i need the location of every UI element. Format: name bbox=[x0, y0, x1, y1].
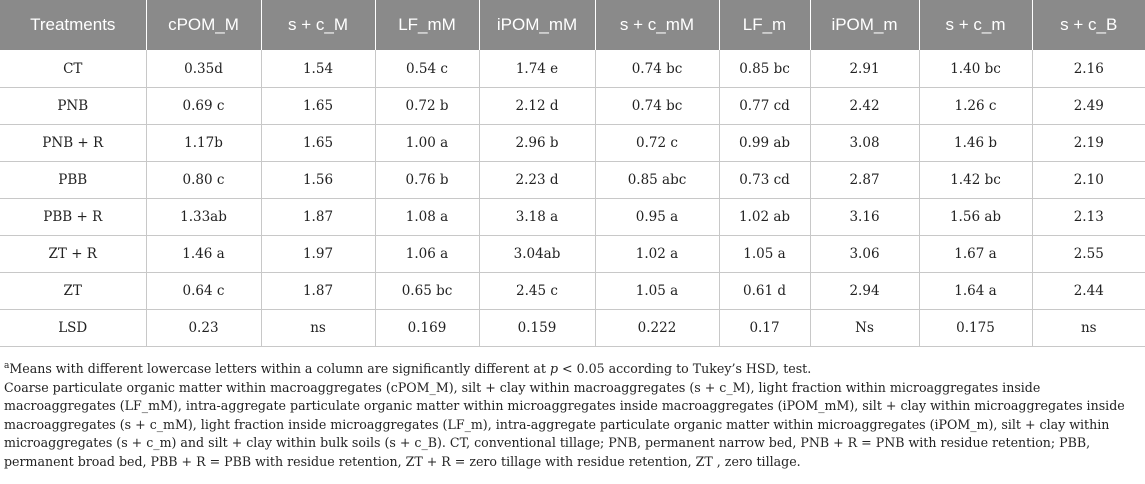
table-cell: 1.05 a bbox=[595, 273, 719, 310]
table-cell: 0.74 bc bbox=[595, 88, 719, 125]
table-cell: 2.12 d bbox=[479, 88, 595, 125]
table-cell: ns bbox=[1032, 310, 1145, 347]
table-cell: 1.06 a bbox=[375, 236, 479, 273]
table-cell: 0.69 c bbox=[146, 88, 261, 125]
footnote-p-symbol: p bbox=[549, 361, 559, 377]
table-cell: 3.18 a bbox=[479, 199, 595, 236]
table-cell: 0.80 c bbox=[146, 162, 261, 199]
table-cell: 1.56 ab bbox=[919, 199, 1032, 236]
row-label-cell: PBB + R bbox=[0, 199, 146, 236]
table-cell: 1.40 bc bbox=[919, 50, 1032, 88]
table-cell: 0.35d bbox=[146, 50, 261, 88]
table-cell: 2.49 bbox=[1032, 88, 1145, 125]
row-label-cell: PBB bbox=[0, 162, 146, 199]
table-cell: ns bbox=[261, 310, 375, 347]
table-cell: 0.175 bbox=[919, 310, 1032, 347]
table-cell: 1.17b bbox=[146, 125, 261, 162]
table-cell: 1.00 a bbox=[375, 125, 479, 162]
table-cell: 0.99 ab bbox=[719, 125, 810, 162]
table-cell: 2.13 bbox=[1032, 199, 1145, 236]
header-row bbox=[0, 0, 1145, 50]
table-row bbox=[0, 125, 1145, 162]
table-cell: 1.87 bbox=[261, 199, 375, 236]
table-cell: 2.42 bbox=[810, 88, 919, 125]
row-label-cell: ZT + R bbox=[0, 236, 146, 273]
table-cell: 3.16 bbox=[810, 199, 919, 236]
table-cell: 0.17 bbox=[719, 310, 810, 347]
table-cell: 0.73 cd bbox=[719, 162, 810, 199]
table-cell: 0.61 d bbox=[719, 273, 810, 310]
footnote-significance bbox=[4, 357, 1141, 379]
table-cell: 0.54 c bbox=[375, 50, 479, 88]
table-cell: 1.46 a bbox=[146, 236, 261, 273]
table-cell: 2.44 bbox=[1032, 273, 1145, 310]
footnote-text: Means with different lowercase letters within a column are significantly different at bbox=[9, 361, 550, 377]
table-cell: 2.94 bbox=[810, 273, 919, 310]
row-label-cell: ZT bbox=[0, 273, 146, 310]
table-cell: 1.87 bbox=[261, 273, 375, 310]
table-cell: 2.91 bbox=[810, 50, 919, 88]
table-cell: 1.74 e bbox=[479, 50, 595, 88]
table-cell: 0.85 abc bbox=[595, 162, 719, 199]
table-cell: 1.46 b bbox=[919, 125, 1032, 162]
column-header: cPOM_M bbox=[146, 0, 261, 50]
column-header: LF_mM bbox=[375, 0, 479, 50]
table-cell: 0.72 b bbox=[375, 88, 479, 125]
table-cell: 0.23 bbox=[146, 310, 261, 347]
table-cell: 0.77 cd bbox=[719, 88, 810, 125]
column-header: iPOM_m bbox=[810, 0, 919, 50]
table-cell: 0.76 b bbox=[375, 162, 479, 199]
table-cell: 3.04ab bbox=[479, 236, 595, 273]
row-label-cell: PNB + R bbox=[0, 125, 146, 162]
footnotes bbox=[0, 347, 1145, 471]
table-cell: 1.97 bbox=[261, 236, 375, 273]
table-cell: 1.56 bbox=[261, 162, 375, 199]
table-row bbox=[0, 162, 1145, 199]
table-cell: 1.26 c bbox=[919, 88, 1032, 125]
table-cell: 2.45 c bbox=[479, 273, 595, 310]
table-cell: 1.42 bc bbox=[919, 162, 1032, 199]
row-label-cell: PNB bbox=[0, 88, 146, 125]
table-cell: 0.222 bbox=[595, 310, 719, 347]
table-cell: 0.74 bc bbox=[595, 50, 719, 88]
table-cell: 2.16 bbox=[1032, 50, 1145, 88]
table-row bbox=[0, 273, 1145, 310]
table-row bbox=[0, 199, 1145, 236]
table-cell: 0.95 a bbox=[595, 199, 719, 236]
footnote-text-end: < 0.05 according to Tukey’s HSD, test. bbox=[558, 361, 812, 377]
table-body bbox=[0, 50, 1145, 347]
table-cell: 1.65 bbox=[261, 125, 375, 162]
table-cell: 2.87 bbox=[810, 162, 919, 199]
table-row bbox=[0, 88, 1145, 125]
column-header: s + c_mM bbox=[595, 0, 719, 50]
table-row bbox=[0, 310, 1145, 347]
table-cell: 1.65 bbox=[261, 88, 375, 125]
table-cell: 1.02 a bbox=[595, 236, 719, 273]
column-header: s + c_m bbox=[919, 0, 1032, 50]
table-cell: 2.10 bbox=[1032, 162, 1145, 199]
row-label-cell: CT bbox=[0, 50, 146, 88]
table-cell: 1.05 a bbox=[719, 236, 810, 273]
column-header: LF_m bbox=[719, 0, 810, 50]
table-cell: 1.08 a bbox=[375, 199, 479, 236]
table-cell: 0.65 bc bbox=[375, 273, 479, 310]
table-cell: 0.64 c bbox=[146, 273, 261, 310]
table-cell: 1.64 a bbox=[919, 273, 1032, 310]
table-cell: 2.96 b bbox=[479, 125, 595, 162]
table-cell: 2.55 bbox=[1032, 236, 1145, 273]
table-cell: Ns bbox=[810, 310, 919, 347]
table-cell: 1.33ab bbox=[146, 199, 261, 236]
table-row bbox=[0, 50, 1145, 88]
table-cell: 1.02 ab bbox=[719, 199, 810, 236]
footnote-marker: a bbox=[4, 361, 10, 371]
table-cell: 0.169 bbox=[375, 310, 479, 347]
table-cell: 2.23 d bbox=[479, 162, 595, 199]
table-cell: 3.08 bbox=[810, 125, 919, 162]
table-cell: 0.159 bbox=[479, 310, 595, 347]
column-header: iPOM_mM bbox=[479, 0, 595, 50]
row-label-cell: LSD bbox=[0, 310, 146, 347]
table-cell: 0.72 c bbox=[595, 125, 719, 162]
table-cell: 3.06 bbox=[810, 236, 919, 273]
column-header: Treatments bbox=[0, 0, 146, 50]
table-row bbox=[0, 236, 1145, 273]
column-header: s + c_M bbox=[261, 0, 375, 50]
column-header: s + c_B bbox=[1032, 0, 1145, 50]
table-cell: 0.85 bc bbox=[719, 50, 810, 88]
table-cell: 1.54 bbox=[261, 50, 375, 88]
table-cell: 1.67 a bbox=[919, 236, 1032, 273]
footnote-abbreviations: Coarse particulate organic matter within macroaggregates (cPOM_M), silt + clay within macroaggregates (s + c_M), light fraction within microaggregates inside macroaggregates (LF_mM), intra-aggregate particulate organic matter within microaggregates inside macroaggregates (iPOM_mM), silt + clay within microaggregates inside macroaggregates (s + c_mM), light fraction inside microaggregates (LF_m), intra-aggregate particulate organic matter within microaggregates (iPOM_m), silt + clay within microaggregates (s + c_m) and silt + clay within bulk soils (s + c_B). CT, conventional tillage; PNB, permanent narrow bed, PNB + R = PNB with residue retention; PBB, permanent broad bed, PBB + R = PBB with residue retention, ZT + R = zero tillage with residue retention, ZT , zero tillage. bbox=[4, 379, 1125, 469]
table-cell: 2.19 bbox=[1032, 125, 1145, 162]
